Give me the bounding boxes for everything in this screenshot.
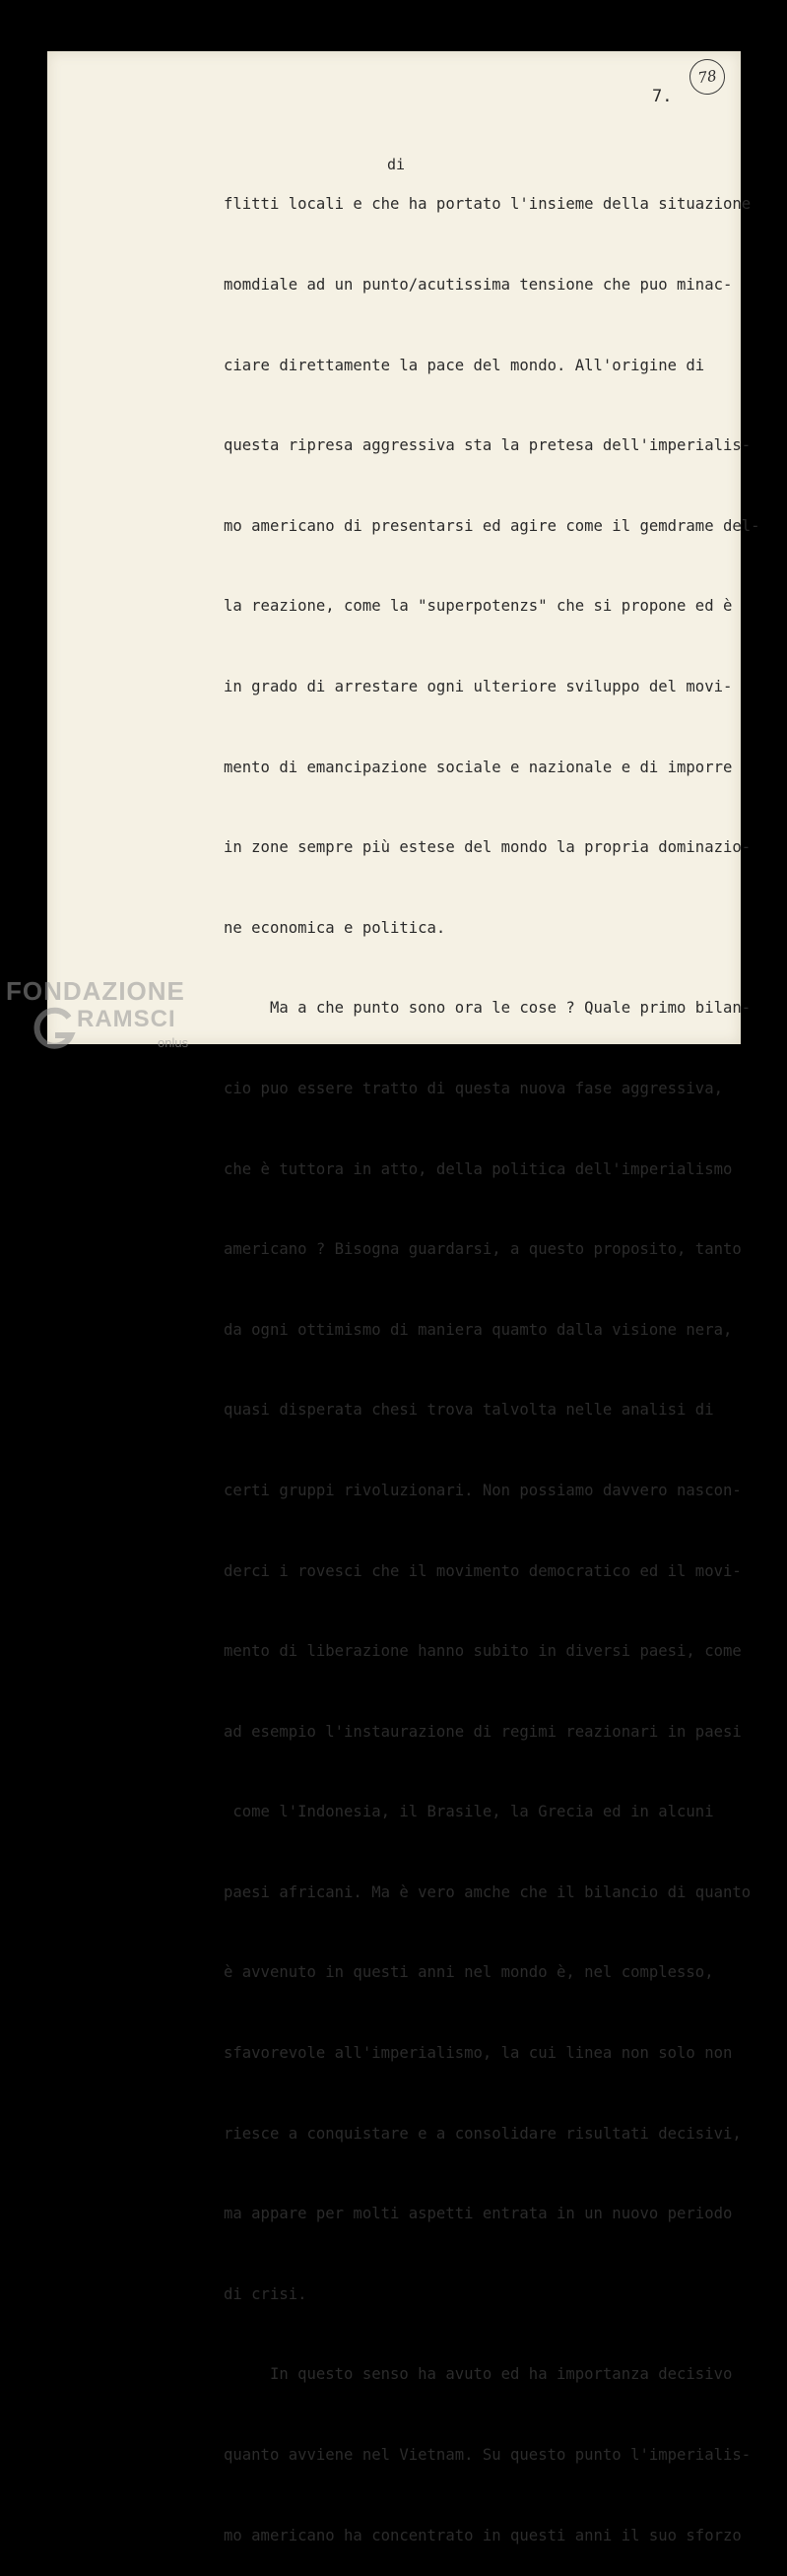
text-line: ne economica e politica. xyxy=(224,918,446,937)
text-line: americano ? Bisogna guardarsi, a questo proposito, tanto xyxy=(224,1240,742,1259)
text-line: è avvenuto in questi anni nel mondo è, nel complesso, xyxy=(224,1963,714,1982)
text-line: ad esempio l'instaurazione di regimi reazionari in paesi xyxy=(224,1722,742,1741)
folio-number-stamp: 78 xyxy=(688,57,728,98)
text-line: In questo senso ha avuto ed ha importanza decisivo xyxy=(224,2365,733,2384)
text-line: questa ripresa aggressiva sta la pretesa dell'imperialis- xyxy=(224,436,752,455)
text-line: sfavorevole all'imperialismo, la cui linea non solo non xyxy=(224,2044,733,2063)
text-line: di crisi. xyxy=(224,2284,307,2303)
page-number: 7. xyxy=(652,87,673,106)
text-line: mento di liberazione hanno subito in diversi paesi, come xyxy=(224,1642,742,1661)
typewritten-text xyxy=(224,138,760,2576)
text-line: ciare direttamente la pace del mondo. All'origine di xyxy=(224,356,705,374)
text-line: flitti locali e che ha portato l'insieme della situazione xyxy=(224,195,752,214)
text-line: in grado di arrestare ogni ulteriore sviluppo del movi- xyxy=(224,677,733,695)
interlinear-insertion: di xyxy=(387,156,406,173)
text-line: cio puo essere tratto di questa nuova fase aggressiva, xyxy=(224,1079,723,1097)
watermark-line1: FONDAZIONE xyxy=(6,976,185,1006)
text-line: in zone sempre più estese del mondo la propria dominazio- xyxy=(224,838,752,857)
text-line: Ma a che punto sono ora le cose ? Quale primo bilan- xyxy=(224,999,752,1018)
text-line: mo americano ha concentrato in questi anni il suo sforzo xyxy=(224,2526,742,2544)
watermark-line2: RAMSCI xyxy=(77,1006,176,1032)
watermark-line3: onlus xyxy=(158,1035,189,1050)
text-line: certi gruppi rivoluzionari. Non possiamo davvero nascon- xyxy=(224,1481,742,1499)
text-line: quasi disperata chesi trova talvolta nelle analisi di xyxy=(224,1401,714,1420)
text-line: come l'Indonesia, il Brasile, la Grecia ed in alcuni xyxy=(224,1803,714,1821)
text-line: momdiale ad un punto/acutissima tensione che puo minac- xyxy=(224,276,733,294)
text-line: quanto avviene nel Vietnam. Su questo punto l'imperialis- xyxy=(224,2446,752,2465)
text-line: la reazione, come la "superpotenzs" che si propone ed è xyxy=(224,597,733,616)
text-line: paesi africani. Ma è vero amche che il bilancio di quanto xyxy=(224,1882,752,1901)
text-line: ma appare per molti aspetti entrata in un nuovo periodo xyxy=(224,2205,733,2223)
text-line: che è tuttora in atto, della politica dell'imperialismo xyxy=(224,1159,733,1178)
text-line: mo americano di presentarsi ed agire come il gemdrame del- xyxy=(224,516,760,535)
text-line: riesce a conquistare e a consolidare risultati decisivi, xyxy=(224,2124,742,2143)
text-line: da ogni ottimismo di maniera quamto dalla visione nera, xyxy=(224,1320,733,1339)
text-line: derci i rovesci che il movimento democratico ed il movi- xyxy=(224,1561,742,1580)
text-line: mento di emancipazione sociale e nazionale e di imporre xyxy=(224,758,733,776)
